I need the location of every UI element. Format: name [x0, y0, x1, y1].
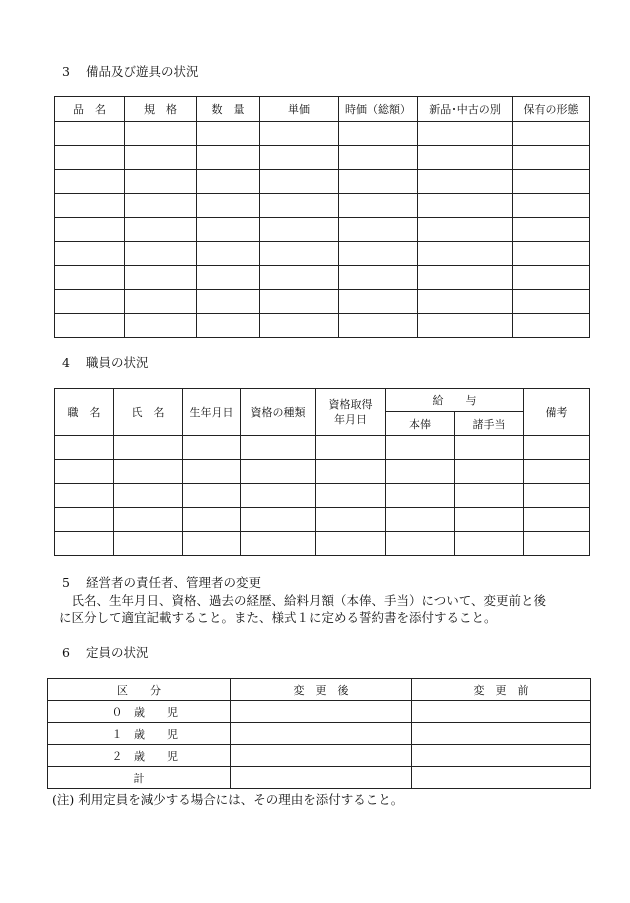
staff-cell — [386, 532, 455, 556]
equipment-cell — [418, 314, 513, 338]
staff-cell — [241, 532, 316, 556]
capacity-row-label — [48, 723, 231, 745]
capacity-after-cell — [231, 745, 412, 767]
capacity-row-label — [48, 745, 231, 767]
section3-title: 備品及び遊具の状況 — [85, 64, 199, 79]
section6-note: (注) 利用定員を減少する場合には、その理由を添付すること。 — [52, 792, 404, 807]
section6-number: 6 — [62, 645, 70, 660]
staff-cell — [114, 460, 183, 484]
section5-line2: に区分して適宜記載すること。また、様式１に定める誓約書を添付すること。 — [59, 610, 497, 625]
staff-header-qualification: 資格の種類 — [241, 389, 316, 436]
equipment-cell — [418, 122, 513, 146]
staff-cell — [386, 436, 455, 460]
capacity-header-before: 変 更 前 — [412, 679, 591, 701]
capacity-after-cell — [231, 767, 412, 789]
capacity-age: ２ — [111, 749, 123, 763]
equipment-cell — [125, 290, 197, 314]
equipment-header-cell: 規 格 — [125, 97, 197, 122]
equipment-cell — [339, 194, 418, 218]
staff-cell — [183, 460, 241, 484]
staff-cell — [524, 460, 590, 484]
staff-cell — [316, 460, 386, 484]
capacity-before-cell — [412, 723, 591, 745]
staff-cell — [455, 484, 524, 508]
equipment-cell — [418, 194, 513, 218]
equipment-cell — [55, 266, 125, 290]
equipment-cell — [513, 146, 590, 170]
section3-heading — [62, 64, 199, 80]
staff-cell — [524, 532, 590, 556]
section5-number: 5 — [62, 575, 70, 590]
capacity-total-label: 計 — [48, 767, 231, 789]
capacity-table — [47, 678, 591, 789]
staff-cell — [241, 436, 316, 460]
equipment-cell — [55, 146, 125, 170]
equipment-header-cell: 時価（総額） — [339, 97, 418, 122]
equipment-cell — [260, 194, 339, 218]
equipment-row — [55, 314, 590, 338]
equipment-header-cell: 単価 — [260, 97, 339, 122]
equipment-cell — [339, 218, 418, 242]
capacity-age-label: 歳 児 — [134, 705, 178, 719]
equipment-cell — [55, 314, 125, 338]
equipment-cell — [339, 170, 418, 194]
staff-cell — [114, 436, 183, 460]
capacity-age: １ — [111, 727, 123, 741]
staff-cell — [316, 484, 386, 508]
equipment-cell — [197, 218, 260, 242]
equipment-cell — [513, 314, 590, 338]
staff-header-allowances: 諸手当 — [455, 412, 524, 436]
equipment-cell — [513, 170, 590, 194]
equipment-cell — [418, 266, 513, 290]
staff-cell — [524, 484, 590, 508]
equipment-cell — [197, 266, 260, 290]
equipment-cell — [125, 314, 197, 338]
equipment-cell — [197, 194, 260, 218]
staff-cell — [55, 484, 114, 508]
capacity-after-cell — [231, 723, 412, 745]
equipment-cell — [339, 290, 418, 314]
equipment-table — [54, 96, 590, 338]
equipment-cell — [260, 146, 339, 170]
equipment-cell — [260, 290, 339, 314]
staff-cell — [55, 532, 114, 556]
equipment-cell — [197, 314, 260, 338]
equipment-cell — [55, 170, 125, 194]
staff-header-base-pay: 本俸 — [386, 412, 455, 436]
equipment-cell — [513, 290, 590, 314]
equipment-cell — [125, 170, 197, 194]
staff-cell — [183, 508, 241, 532]
equipment-cell — [260, 314, 339, 338]
section4-heading — [62, 355, 149, 371]
capacity-total-row — [48, 767, 591, 789]
equipment-row — [55, 242, 590, 266]
equipment-cell — [125, 218, 197, 242]
staff-cell — [524, 508, 590, 532]
section5-line1: 氏名、生年月日、資格、過去の経歴、給料月額（本俸、手当）について、変更前と後 — [59, 593, 547, 608]
capacity-row — [48, 723, 591, 745]
staff-table — [54, 388, 590, 556]
staff-header-row — [55, 389, 590, 412]
equipment-cell — [260, 242, 339, 266]
equipment-cell — [197, 242, 260, 266]
section5-heading — [62, 575, 261, 591]
section4-number: 4 — [62, 355, 70, 370]
section3-number: 3 — [62, 64, 70, 79]
equipment-cell — [418, 290, 513, 314]
staff-header-salary: 給 与 — [386, 389, 524, 412]
staff-cell — [114, 532, 183, 556]
equipment-cell — [339, 146, 418, 170]
capacity-header-row — [48, 679, 591, 701]
staff-cell — [114, 484, 183, 508]
equipment-row — [55, 170, 590, 194]
staff-cell — [386, 460, 455, 484]
equipment-cell — [339, 242, 418, 266]
section4-title: 職員の状況 — [85, 355, 149, 370]
staff-row — [55, 460, 590, 484]
staff-row — [55, 532, 590, 556]
staff-cell — [316, 436, 386, 460]
equipment-header-cell: 品 名 — [55, 97, 125, 122]
staff-cell — [55, 508, 114, 532]
equipment-header-cell: 保有の形態 — [513, 97, 590, 122]
equipment-row — [55, 290, 590, 314]
capacity-age: ０ — [111, 705, 123, 719]
staff-cell — [241, 508, 316, 532]
section6-heading — [62, 645, 149, 661]
equipment-header-cell: 数 量 — [197, 97, 260, 122]
capacity-before-cell — [412, 745, 591, 767]
equipment-cell — [125, 266, 197, 290]
equipment-cell — [418, 218, 513, 242]
equipment-cell — [339, 314, 418, 338]
capacity-age-label: 歳 児 — [134, 727, 178, 741]
equipment-cell — [197, 122, 260, 146]
equipment-cell — [513, 266, 590, 290]
staff-cell — [114, 508, 183, 532]
staff-cell — [455, 460, 524, 484]
capacity-after-cell — [231, 701, 412, 723]
staff-cell — [386, 508, 455, 532]
equipment-cell — [125, 146, 197, 170]
staff-cell — [183, 436, 241, 460]
equipment-cell — [339, 266, 418, 290]
equipment-cell — [260, 170, 339, 194]
staff-row — [55, 508, 590, 532]
capacity-before-cell — [412, 701, 591, 723]
staff-header-name: 氏 名 — [114, 389, 183, 436]
equipment-header-row — [55, 97, 590, 122]
equipment-cell — [55, 290, 125, 314]
capacity-age-label: 歳 児 — [134, 749, 178, 763]
equipment-cell — [260, 218, 339, 242]
staff-cell — [55, 460, 114, 484]
staff-header-qualification-date-line1: 資格取得 — [328, 398, 373, 411]
staff-cell — [455, 436, 524, 460]
equipment-cell — [513, 242, 590, 266]
staff-cell — [455, 508, 524, 532]
staff-cell — [455, 532, 524, 556]
staff-cell — [241, 484, 316, 508]
staff-header-qualification-date — [316, 389, 386, 436]
equipment-cell — [55, 122, 125, 146]
equipment-row — [55, 218, 590, 242]
capacity-header-category: 区 分 — [48, 679, 231, 701]
staff-header-remarks: 備考 — [524, 389, 590, 436]
staff-cell — [524, 436, 590, 460]
equipment-cell — [418, 242, 513, 266]
equipment-row — [55, 122, 590, 146]
equipment-header-cell: 新品･中古の別 — [418, 97, 513, 122]
equipment-cell — [197, 170, 260, 194]
equipment-cell — [418, 170, 513, 194]
equipment-cell — [125, 194, 197, 218]
equipment-cell — [197, 290, 260, 314]
equipment-row — [55, 146, 590, 170]
capacity-row — [48, 745, 591, 767]
capacity-row — [48, 701, 591, 723]
equipment-row — [55, 266, 590, 290]
equipment-cell — [513, 218, 590, 242]
equipment-cell — [197, 146, 260, 170]
equipment-cell — [513, 122, 590, 146]
staff-cell — [183, 484, 241, 508]
staff-cell — [316, 532, 386, 556]
staff-cell — [183, 532, 241, 556]
section6-title: 定員の状況 — [85, 645, 149, 660]
staff-row — [55, 436, 590, 460]
staff-cell — [316, 508, 386, 532]
equipment-cell — [418, 146, 513, 170]
equipment-cell — [513, 194, 590, 218]
equipment-cell — [125, 122, 197, 146]
staff-cell — [386, 484, 455, 508]
staff-header-birthdate: 生年月日 — [183, 389, 241, 436]
equipment-cell — [55, 242, 125, 266]
staff-cell — [241, 460, 316, 484]
staff-row — [55, 484, 590, 508]
capacity-before-cell — [412, 767, 591, 789]
equipment-cell — [339, 122, 418, 146]
equipment-cell — [260, 266, 339, 290]
staff-header-title: 職 名 — [55, 389, 114, 436]
capacity-row-label — [48, 701, 231, 723]
equipment-cell — [55, 194, 125, 218]
equipment-row — [55, 194, 590, 218]
section5-title: 経営者の責任者、管理者の変更 — [85, 575, 261, 590]
equipment-cell — [125, 242, 197, 266]
staff-cell — [55, 436, 114, 460]
equipment-cell — [260, 122, 339, 146]
capacity-header-after: 変 更 後 — [231, 679, 412, 701]
staff-header-qualification-date-line2: 年月日 — [334, 413, 367, 426]
equipment-cell — [55, 218, 125, 242]
